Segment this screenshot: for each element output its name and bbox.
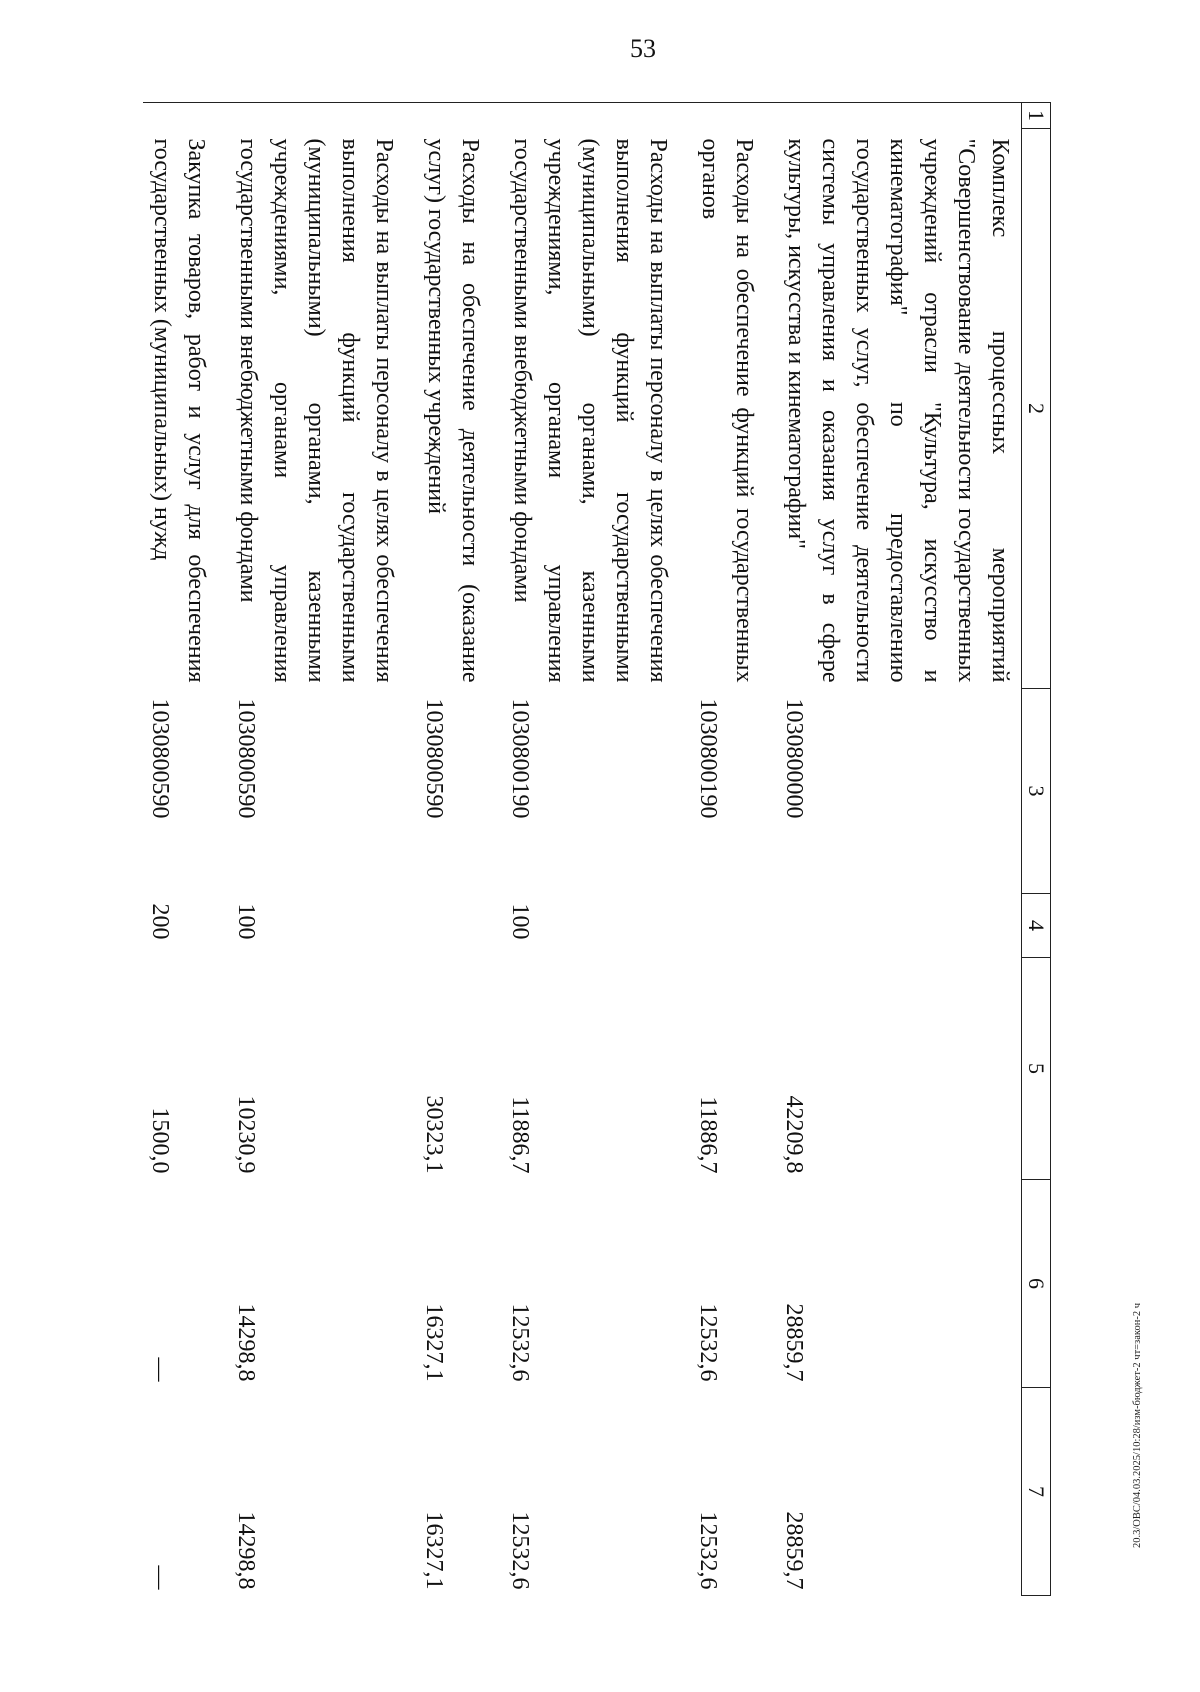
- table-row: [777, 103, 1022, 1596]
- table-row: [503, 103, 679, 1596]
- row-description: Расходы на обеспечение деятельности (оказание услуг) государственных учреждений: [423, 138, 483, 683]
- expense-type-code: 100: [233, 903, 259, 940]
- amount-col7: 16327,1: [421, 1511, 447, 1590]
- amount-col6: 12532,6: [507, 1303, 533, 1382]
- document-footer-code: 20.3/ОВС/04.03.2025/10:28/изм-бюджет-2 чт=закон-2 ч: [1132, 1303, 1143, 1548]
- amount-col7: 28859,7: [781, 1511, 807, 1590]
- row-number-cell: [143, 103, 217, 129]
- amount-col5: 11886,7: [695, 1096, 721, 1174]
- row-description: Расходы на обеспечение функций государственных органов: [697, 138, 757, 683]
- target-article-code: 1030800590: [421, 698, 447, 819]
- row-spacer: [491, 103, 503, 1596]
- amount-col7: 14298,8: [233, 1511, 259, 1590]
- table-row: [229, 103, 405, 1596]
- amount-col6: 12532,6: [695, 1303, 721, 1382]
- amount-col6: 28859,7: [781, 1303, 807, 1382]
- amount-col5: 30323,1: [421, 1095, 447, 1174]
- column-header: 4: [1022, 894, 1051, 958]
- column-header: 3: [1022, 689, 1051, 894]
- row-description: Комплекс процессных мероприятий "Совершенствование деятельности государственных учреждений отрасли "Культура, искусство и кинематография" по предоставлению государственных услуг, обеспечение деятельности системы управления и оказания услуг в сфере культуры, искусства и кинематографии": [783, 138, 1013, 683]
- row-number-cell: [229, 103, 405, 129]
- row-number-cell: [777, 103, 1022, 129]
- amount-col5: 10230,9: [233, 1095, 259, 1174]
- row-number-cell: [503, 103, 679, 129]
- amount-col6: —: [147, 1357, 173, 1382]
- row-number-cell: [691, 103, 765, 129]
- amount-col6: 16327,1: [421, 1303, 447, 1382]
- row-description: Расходы на выплаты персоналу в целях обеспечения выполнения функций государственными (муниципальными) органами, казенными учреждениями, органами управления государственными внебюджетными фондами: [235, 138, 397, 683]
- amount-col7: —: [147, 1565, 173, 1590]
- target-article-code: 1030800590: [233, 698, 259, 819]
- column-header: 2: [1022, 129, 1051, 689]
- target-article-code: 1030800190: [695, 698, 721, 819]
- budget-table: [143, 102, 1051, 1596]
- target-article-code: 1030800190: [507, 698, 533, 819]
- row-spacer: [405, 103, 417, 1596]
- row-spacer: [765, 103, 777, 1596]
- column-header: 5: [1022, 958, 1051, 1180]
- amount-col6: 14298,8: [233, 1303, 259, 1382]
- expense-type-code: [417, 894, 491, 958]
- row-spacer: [217, 103, 229, 1596]
- rotated-table-wrapper: [147, 102, 1051, 1595]
- column-header: 1: [1022, 103, 1051, 129]
- row-spacer: [679, 103, 691, 1596]
- table-header-row: [1022, 103, 1051, 1596]
- target-article-code: 1030800590: [147, 698, 173, 819]
- amount-col5: 1500,0: [147, 1107, 173, 1174]
- row-description: Расходы на выплаты персоналу в целях обеспечения выполнения функций государственными (муниципальными) органами, казенными учреждениями, органами управления государственными внебюджетными фондами: [509, 138, 671, 683]
- expense-type-code: [691, 894, 765, 958]
- table-row: [143, 103, 217, 1596]
- target-article-code: 1030800000: [781, 698, 807, 819]
- expense-type-code: [777, 894, 1022, 958]
- page-number: 53: [630, 34, 656, 63]
- table-row: [691, 103, 765, 1596]
- column-header: 7: [1022, 1388, 1051, 1596]
- amount-col5: 42209,8: [781, 1095, 807, 1174]
- row-number-cell: [417, 103, 491, 129]
- table-row: [417, 103, 491, 1596]
- row-description: Закупка товаров, работ и услуг для обеспечения государственных (муниципальных) нужд: [149, 138, 209, 683]
- amount-col7: 12532,6: [695, 1511, 721, 1590]
- amount-col5: 11886,7: [507, 1096, 533, 1174]
- column-header: 6: [1022, 1180, 1051, 1388]
- amount-col7: 12532,6: [507, 1511, 533, 1590]
- expense-type-code: 200: [147, 903, 173, 940]
- expense-type-code: 100: [507, 903, 533, 940]
